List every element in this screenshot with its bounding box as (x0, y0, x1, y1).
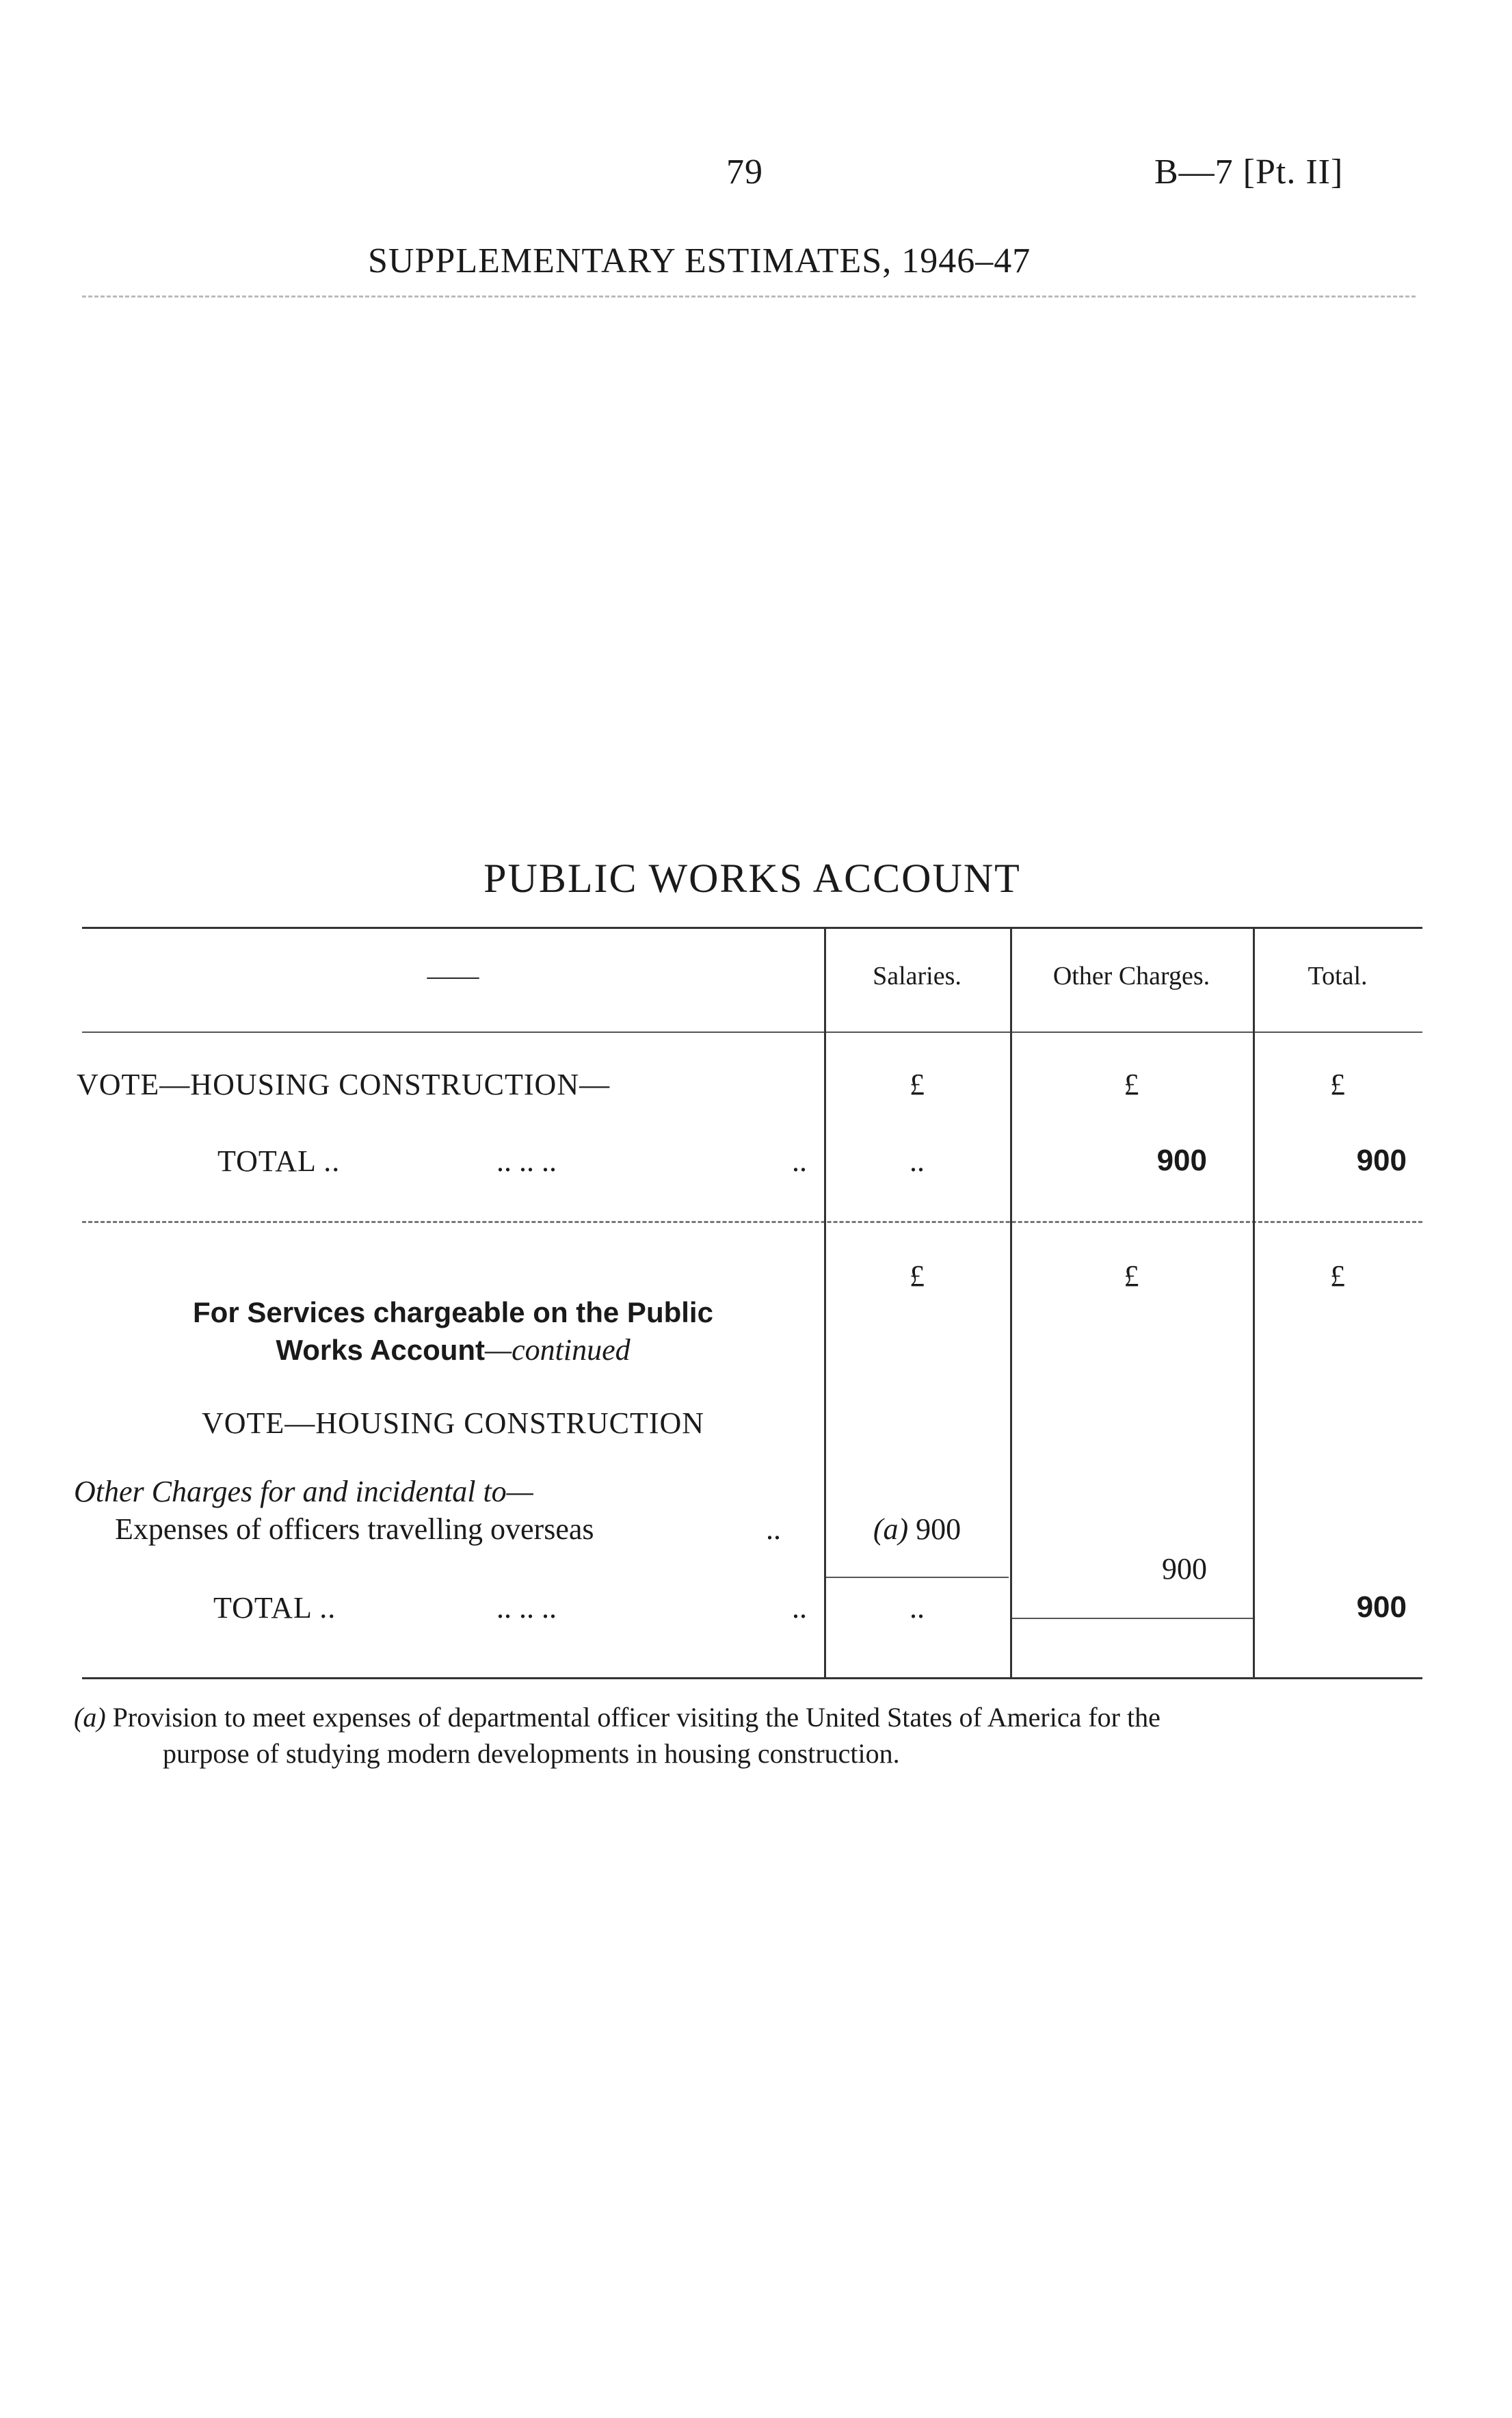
item-salaries-cell (824, 1512, 1010, 1547)
table-top-rule (82, 927, 1422, 929)
other-charges-currency-symbol: £ (1124, 1068, 1139, 1101)
vote-heading: VOTE—HOUSING CONSTRUCTION (201, 1406, 705, 1440)
page-reference: B—7 [Pt. II] (1154, 153, 1344, 192)
services-heading-line2 (82, 1332, 824, 1367)
item-salaries-value: 900 (916, 1512, 961, 1546)
salaries-column-header: Salaries. (873, 962, 961, 990)
document-title: SUPPLEMENTARY ESTIMATES, 1946–47 (368, 241, 1031, 280)
other-charges-column-header: Other Charges. (1052, 962, 1210, 990)
vote-heading: VOTE—HOUSING CONSTRUCTION— (77, 1068, 611, 1101)
column-header-rule (82, 1031, 1422, 1033)
other-charges-heading: Other Charges for and incidental to— (74, 1475, 533, 1508)
page-number: 79 (726, 153, 763, 192)
total-row-label: TOTAL .. (213, 1591, 336, 1625)
footnote-text-line2: purpose of studying modern developments in housing construction. (163, 1738, 900, 1769)
total-other-charges-value: 900 (1156, 1144, 1207, 1177)
total-row-leaders: .. .. .. (496, 1591, 557, 1625)
total-row-leaders: .. .. .. (496, 1144, 557, 1178)
services-heading-account: Works Account (276, 1334, 486, 1366)
footnote-text-line1: Provision to meet expenses of departmental officer visiting the United States of America for the (112, 1702, 1160, 1733)
total-value: 900 (1356, 1590, 1407, 1624)
section-title: PUBLIC WORKS ACCOUNT (483, 856, 1021, 901)
total-salaries-value: .. (910, 1144, 925, 1178)
table-bottom-rule (82, 1677, 1422, 1679)
salaries-currency-symbol: £ (910, 1068, 925, 1101)
total-salaries-value: .. (910, 1591, 925, 1625)
column-rule-total (1253, 927, 1255, 1677)
other-subtotal-rule (1010, 1618, 1253, 1619)
salaries-currency-symbol: £ (910, 1259, 925, 1293)
services-heading-line1: For Services chargeable on the Public (193, 1296, 713, 1328)
total-currency-symbol: £ (1330, 1259, 1345, 1293)
footnote-reference: (a) (873, 1512, 909, 1546)
services-heading-continued: —continued (485, 1333, 631, 1367)
total-currency-symbol: £ (1330, 1068, 1345, 1101)
column-rule-salaries (824, 927, 826, 1677)
salaries-subtotal-rule (824, 1577, 1009, 1578)
other-charges-currency-symbol: £ (1124, 1259, 1139, 1293)
footnote-line1 (74, 1700, 1160, 1735)
description-column-header: —— (427, 962, 479, 990)
leader-dots: .. (792, 1591, 807, 1625)
item-other-charges-value: 900 (1162, 1552, 1207, 1586)
total-row-label: TOTAL .. (217, 1144, 341, 1178)
footnote-marker: (a) (74, 1702, 106, 1733)
leader-dots: .. (792, 1144, 807, 1178)
block-separator-rule (82, 1221, 1422, 1223)
item-label: Expenses of officers travelling overseas (115, 1512, 594, 1546)
item-leaders: .. (766, 1512, 781, 1546)
total-column-header: Total. (1308, 962, 1368, 990)
header-rule (82, 295, 1416, 298)
total-value: 900 (1356, 1144, 1407, 1177)
